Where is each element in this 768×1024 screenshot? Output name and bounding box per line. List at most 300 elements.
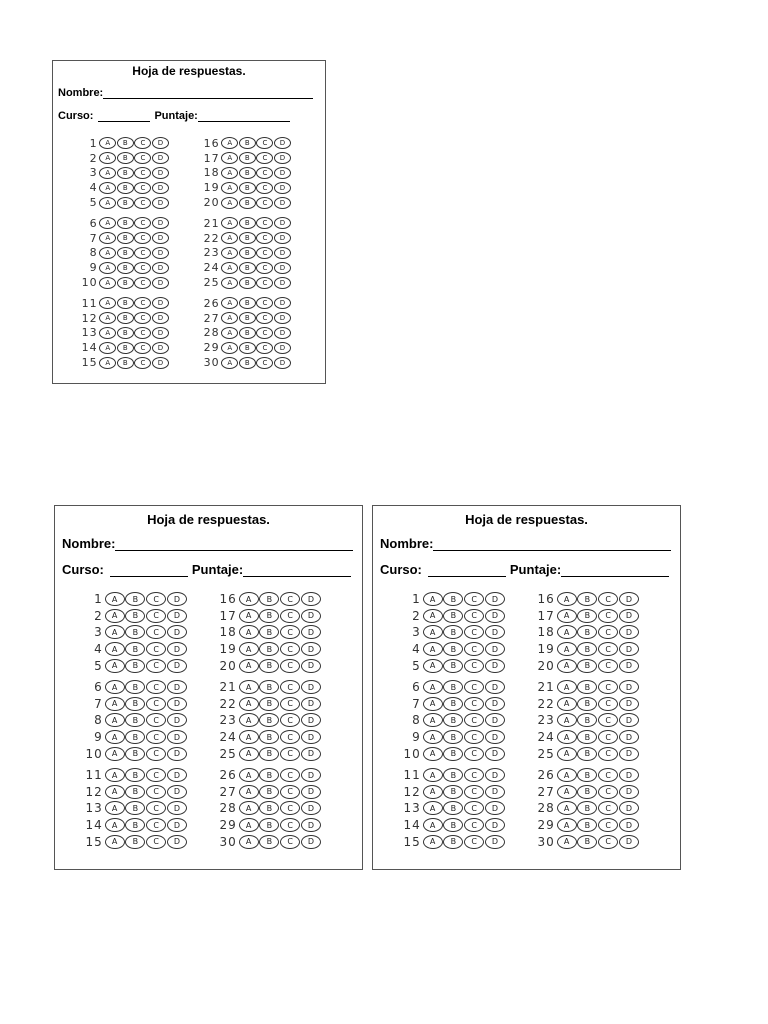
answer-bubble-c[interactable]: C [134,247,151,259]
answer-bubble-c[interactable]: C [256,357,273,369]
answer-bubble-d[interactable]: D [485,801,505,815]
answer-bubble-d[interactable]: D [274,357,291,369]
answer-bubble-b[interactable]: B [259,730,279,744]
answer-bubble-a[interactable]: A [105,818,125,832]
answer-bubble-a[interactable]: A [99,197,116,209]
answer-bubble-c[interactable]: C [280,609,300,623]
answer-bubble-b[interactable]: B [443,642,463,656]
answer-bubble-a[interactable]: A [239,609,259,623]
answer-bubble-d[interactable]: D [274,137,291,149]
answer-bubble-d[interactable]: D [485,747,505,761]
answer-bubble-c[interactable]: C [256,167,273,179]
answer-bubble-a[interactable]: A [99,152,116,164]
answer-bubble-b[interactable]: B [259,680,279,694]
answer-bubble-a[interactable]: A [105,713,125,727]
answer-bubble-b[interactable]: B [443,592,463,606]
answer-bubble-c[interactable]: C [464,747,484,761]
answer-bubble-c[interactable]: C [598,609,618,623]
answer-bubble-d[interactable]: D [152,137,169,149]
answer-bubble-b[interactable]: B [239,247,256,259]
answer-bubble-d[interactable]: D [619,697,639,711]
answer-bubble-d[interactable]: D [485,697,505,711]
answer-bubble-c[interactable]: C [464,713,484,727]
answer-bubble-b[interactable]: B [239,232,256,244]
answer-bubble-a[interactable]: A [423,609,443,623]
answer-bubble-c[interactable]: C [146,818,166,832]
answer-bubble-d[interactable]: D [619,680,639,694]
answer-bubble-b[interactable]: B [259,818,279,832]
answer-bubble-c[interactable]: C [146,747,166,761]
answer-bubble-c[interactable]: C [256,312,273,324]
answer-bubble-d[interactable]: D [167,730,187,744]
answer-bubble-c[interactable]: C [464,785,484,799]
answer-bubble-b[interactable]: B [577,659,597,673]
answer-bubble-b[interactable]: B [443,697,463,711]
answer-bubble-a[interactable]: A [557,801,577,815]
answer-bubble-a[interactable]: A [105,625,125,639]
answer-bubble-c[interactable]: C [134,152,151,164]
answer-bubble-c[interactable]: C [280,818,300,832]
answer-bubble-b[interactable]: B [259,697,279,711]
answer-bubble-a[interactable]: A [221,152,238,164]
answer-bubble-a[interactable]: A [239,801,259,815]
answer-bubble-b[interactable]: B [117,182,134,194]
answer-bubble-a[interactable]: A [423,768,443,782]
answer-bubble-c[interactable]: C [464,625,484,639]
answer-bubble-a[interactable]: A [221,197,238,209]
answer-bubble-d[interactable]: D [152,217,169,229]
answer-bubble-b[interactable]: B [443,713,463,727]
answer-bubble-b[interactable]: B [239,137,256,149]
answer-bubble-b[interactable]: B [577,697,597,711]
answer-bubble-c[interactable]: C [134,297,151,309]
answer-bubble-c[interactable]: C [598,768,618,782]
answer-bubble-b[interactable]: B [117,247,134,259]
answer-bubble-d[interactable]: D [167,625,187,639]
answer-bubble-b[interactable]: B [577,801,597,815]
score-field-line[interactable] [198,121,290,122]
answer-bubble-b[interactable]: B [125,818,145,832]
answer-bubble-d[interactable]: D [274,312,291,324]
answer-bubble-c[interactable]: C [280,747,300,761]
answer-bubble-b[interactable]: B [239,197,256,209]
answer-bubble-d[interactable]: D [485,609,505,623]
answer-bubble-d[interactable]: D [619,659,639,673]
answer-bubble-d[interactable]: D [485,730,505,744]
answer-bubble-b[interactable]: B [259,785,279,799]
answer-bubble-c[interactable]: C [146,730,166,744]
name-field-line[interactable] [103,98,313,99]
answer-bubble-c[interactable]: C [146,768,166,782]
answer-bubble-a[interactable]: A [105,680,125,694]
answer-bubble-c[interactable]: C [280,730,300,744]
answer-bubble-c[interactable]: C [256,247,273,259]
answer-bubble-d[interactable]: D [485,785,505,799]
answer-bubble-d[interactable]: D [301,747,321,761]
answer-bubble-a[interactable]: A [557,730,577,744]
answer-bubble-a[interactable]: A [423,659,443,673]
answer-bubble-b[interactable]: B [577,730,597,744]
answer-bubble-b[interactable]: B [259,768,279,782]
answer-bubble-a[interactable]: A [105,659,125,673]
answer-bubble-d[interactable]: D [274,277,291,289]
answer-bubble-b[interactable]: B [577,609,597,623]
course-field-line[interactable] [98,121,150,122]
answer-bubble-b[interactable]: B [259,801,279,815]
course-field-line[interactable] [110,576,188,577]
answer-bubble-a[interactable]: A [99,297,116,309]
answer-bubble-b[interactable]: B [117,277,134,289]
answer-bubble-a[interactable]: A [239,768,259,782]
answer-bubble-c[interactable]: C [598,642,618,656]
answer-bubble-b[interactable]: B [125,835,145,849]
answer-bubble-c[interactable]: C [134,182,151,194]
answer-bubble-d[interactable]: D [274,182,291,194]
answer-bubble-d[interactable]: D [167,747,187,761]
answer-bubble-b[interactable]: B [125,713,145,727]
answer-bubble-b[interactable]: B [117,152,134,164]
answer-bubble-d[interactable]: D [485,835,505,849]
answer-bubble-c[interactable]: C [598,659,618,673]
answer-bubble-d[interactable]: D [485,592,505,606]
answer-bubble-b[interactable]: B [125,730,145,744]
answer-bubble-b[interactable]: B [577,713,597,727]
answer-bubble-c[interactable]: C [146,642,166,656]
answer-bubble-c[interactable]: C [146,659,166,673]
answer-bubble-a[interactable]: A [239,659,259,673]
answer-bubble-b[interactable]: B [239,262,256,274]
answer-bubble-d[interactable]: D [152,342,169,354]
answer-bubble-a[interactable]: A [105,609,125,623]
answer-bubble-a[interactable]: A [557,625,577,639]
answer-bubble-c[interactable]: C [464,659,484,673]
answer-bubble-a[interactable]: A [239,747,259,761]
answer-bubble-c[interactable]: C [256,327,273,339]
answer-bubble-d[interactable]: D [619,768,639,782]
answer-bubble-c[interactable]: C [256,217,273,229]
answer-bubble-b[interactable]: B [117,357,134,369]
answer-bubble-c[interactable]: C [146,785,166,799]
answer-bubble-c[interactable]: C [464,642,484,656]
answer-bubble-a[interactable]: A [239,680,259,694]
answer-bubble-c[interactable]: C [598,680,618,694]
answer-bubble-b[interactable]: B [577,835,597,849]
answer-bubble-c[interactable]: C [598,730,618,744]
answer-bubble-d[interactable]: D [152,182,169,194]
answer-bubble-d[interactable]: D [274,152,291,164]
answer-bubble-a[interactable]: A [221,312,238,324]
answer-bubble-a[interactable]: A [423,730,443,744]
answer-bubble-b[interactable]: B [577,818,597,832]
answer-bubble-c[interactable]: C [280,592,300,606]
answer-bubble-c[interactable]: C [598,697,618,711]
answer-bubble-a[interactable]: A [99,232,116,244]
answer-bubble-c[interactable]: C [256,262,273,274]
answer-bubble-a[interactable]: A [99,312,116,324]
answer-bubble-a[interactable]: A [557,659,577,673]
answer-bubble-a[interactable]: A [221,167,238,179]
answer-bubble-c[interactable]: C [134,137,151,149]
answer-bubble-d[interactable]: D [274,262,291,274]
answer-bubble-d[interactable]: D [301,592,321,606]
answer-bubble-a[interactable]: A [99,217,116,229]
answer-bubble-b[interactable]: B [125,680,145,694]
answer-bubble-a[interactable]: A [221,232,238,244]
answer-bubble-c[interactable]: C [256,182,273,194]
answer-bubble-a[interactable]: A [99,182,116,194]
answer-bubble-b[interactable]: B [443,801,463,815]
answer-bubble-c[interactable]: C [598,835,618,849]
answer-bubble-c[interactable]: C [598,801,618,815]
answer-bubble-a[interactable]: A [239,713,259,727]
answer-bubble-b[interactable]: B [577,680,597,694]
answer-bubble-d[interactable]: D [619,801,639,815]
answer-bubble-a[interactable]: A [423,801,443,815]
answer-bubble-a[interactable]: A [239,818,259,832]
answer-bubble-d[interactable]: D [485,680,505,694]
answer-bubble-a[interactable]: A [221,137,238,149]
answer-bubble-d[interactable]: D [274,327,291,339]
answer-bubble-d[interactable]: D [167,697,187,711]
answer-bubble-c[interactable]: C [134,232,151,244]
answer-bubble-d[interactable]: D [619,713,639,727]
answer-bubble-d[interactable]: D [619,785,639,799]
answer-bubble-b[interactable]: B [117,167,134,179]
answer-bubble-d[interactable]: D [152,297,169,309]
answer-bubble-a[interactable]: A [423,680,443,694]
answer-bubble-b[interactable]: B [239,342,256,354]
answer-bubble-a[interactable]: A [239,625,259,639]
answer-bubble-c[interactable]: C [256,342,273,354]
answer-bubble-a[interactable]: A [99,327,116,339]
answer-bubble-a[interactable]: A [105,592,125,606]
answer-bubble-d[interactable]: D [619,747,639,761]
answer-bubble-a[interactable]: A [221,262,238,274]
answer-bubble-a[interactable]: A [557,697,577,711]
name-field-line[interactable] [115,550,353,551]
answer-bubble-c[interactable]: C [134,327,151,339]
answer-bubble-d[interactable]: D [301,785,321,799]
answer-bubble-d[interactable]: D [485,659,505,673]
answer-bubble-a[interactable]: A [99,247,116,259]
answer-bubble-b[interactable]: B [443,680,463,694]
answer-bubble-d[interactable]: D [152,197,169,209]
answer-bubble-a[interactable]: A [423,785,443,799]
answer-bubble-c[interactable]: C [280,801,300,815]
answer-bubble-a[interactable]: A [557,713,577,727]
answer-bubble-d[interactable]: D [152,247,169,259]
answer-bubble-b[interactable]: B [125,659,145,673]
answer-bubble-b[interactable]: B [117,232,134,244]
answer-bubble-c[interactable]: C [598,747,618,761]
answer-bubble-d[interactable]: D [167,609,187,623]
answer-bubble-b[interactable]: B [117,197,134,209]
answer-bubble-a[interactable]: A [221,277,238,289]
answer-bubble-d[interactable]: D [167,592,187,606]
answer-bubble-d[interactable]: D [301,818,321,832]
answer-bubble-a[interactable]: A [423,713,443,727]
answer-bubble-a[interactable]: A [105,730,125,744]
answer-bubble-a[interactable]: A [221,247,238,259]
answer-bubble-a[interactable]: A [221,182,238,194]
answer-bubble-c[interactable]: C [598,818,618,832]
answer-bubble-a[interactable]: A [105,785,125,799]
answer-bubble-a[interactable]: A [239,697,259,711]
answer-bubble-d[interactable]: D [485,625,505,639]
answer-bubble-d[interactable]: D [619,818,639,832]
answer-bubble-a[interactable]: A [99,277,116,289]
answer-bubble-c[interactable]: C [256,152,273,164]
answer-bubble-c[interactable]: C [280,625,300,639]
answer-bubble-d[interactable]: D [485,818,505,832]
answer-bubble-c[interactable]: C [146,713,166,727]
answer-bubble-c[interactable]: C [464,592,484,606]
answer-bubble-c[interactable]: C [134,262,151,274]
answer-bubble-a[interactable]: A [423,592,443,606]
answer-bubble-a[interactable]: A [105,747,125,761]
answer-bubble-d[interactable]: D [167,835,187,849]
answer-bubble-a[interactable]: A [557,680,577,694]
answer-bubble-d[interactable]: D [274,232,291,244]
answer-bubble-b[interactable]: B [259,625,279,639]
answer-bubble-c[interactable]: C [146,801,166,815]
answer-bubble-c[interactable]: C [280,768,300,782]
answer-bubble-d[interactable]: D [152,262,169,274]
answer-bubble-c[interactable]: C [146,697,166,711]
answer-bubble-d[interactable]: D [301,801,321,815]
answer-bubble-b[interactable]: B [443,625,463,639]
answer-bubble-d[interactable]: D [167,768,187,782]
answer-bubble-d[interactable]: D [619,592,639,606]
answer-bubble-c[interactable]: C [280,642,300,656]
answer-bubble-b[interactable]: B [443,818,463,832]
answer-bubble-a[interactable]: A [239,835,259,849]
answer-bubble-b[interactable]: B [125,785,145,799]
answer-bubble-c[interactable]: C [256,232,273,244]
score-field-line[interactable] [243,576,351,577]
answer-bubble-a[interactable]: A [105,801,125,815]
answer-bubble-c[interactable]: C [256,197,273,209]
answer-bubble-a[interactable]: A [239,730,259,744]
answer-bubble-b[interactable]: B [117,137,134,149]
answer-bubble-d[interactable]: D [152,277,169,289]
answer-bubble-b[interactable]: B [259,747,279,761]
answer-bubble-b[interactable]: B [577,768,597,782]
answer-bubble-b[interactable]: B [117,342,134,354]
answer-bubble-a[interactable]: A [221,357,238,369]
answer-bubble-a[interactable]: A [239,592,259,606]
answer-bubble-d[interactable]: D [167,659,187,673]
answer-bubble-d[interactable]: D [152,327,169,339]
answer-bubble-b[interactable]: B [577,785,597,799]
answer-bubble-d[interactable]: D [167,818,187,832]
answer-bubble-c[interactable]: C [464,818,484,832]
answer-bubble-c[interactable]: C [280,835,300,849]
answer-bubble-b[interactable]: B [125,768,145,782]
answer-bubble-b[interactable]: B [577,747,597,761]
answer-bubble-d[interactable]: D [301,768,321,782]
answer-bubble-d[interactable]: D [301,659,321,673]
answer-bubble-d[interactable]: D [301,697,321,711]
answer-bubble-a[interactable]: A [99,342,116,354]
answer-bubble-c[interactable]: C [256,137,273,149]
answer-bubble-d[interactable]: D [152,357,169,369]
answer-bubble-b[interactable]: B [259,642,279,656]
answer-bubble-c[interactable]: C [280,680,300,694]
answer-bubble-d[interactable]: D [301,680,321,694]
answer-bubble-a[interactable]: A [99,357,116,369]
answer-bubble-a[interactable]: A [557,785,577,799]
answer-bubble-a[interactable]: A [557,642,577,656]
answer-bubble-a[interactable]: A [99,262,116,274]
answer-bubble-c[interactable]: C [256,297,273,309]
answer-bubble-c[interactable]: C [146,592,166,606]
answer-bubble-b[interactable]: B [117,327,134,339]
answer-bubble-d[interactable]: D [301,642,321,656]
answer-bubble-d[interactable]: D [619,642,639,656]
answer-bubble-c[interactable]: C [134,167,151,179]
answer-bubble-b[interactable]: B [239,182,256,194]
answer-bubble-c[interactable]: C [256,277,273,289]
answer-bubble-d[interactable]: D [485,768,505,782]
answer-bubble-b[interactable]: B [117,297,134,309]
answer-bubble-b[interactable]: B [125,609,145,623]
answer-bubble-c[interactable]: C [464,801,484,815]
answer-bubble-a[interactable]: A [557,609,577,623]
answer-bubble-d[interactable]: D [274,167,291,179]
answer-bubble-b[interactable]: B [443,659,463,673]
answer-bubble-d[interactable]: D [167,713,187,727]
answer-bubble-a[interactable]: A [105,768,125,782]
answer-bubble-c[interactable]: C [464,609,484,623]
course-field-line[interactable] [428,576,506,577]
answer-bubble-b[interactable]: B [239,277,256,289]
answer-bubble-b[interactable]: B [239,312,256,324]
answer-bubble-a[interactable]: A [557,818,577,832]
answer-bubble-c[interactable]: C [134,217,151,229]
answer-bubble-c[interactable]: C [280,697,300,711]
answer-bubble-d[interactable]: D [301,625,321,639]
answer-bubble-c[interactable]: C [598,713,618,727]
answer-bubble-d[interactable]: D [619,625,639,639]
answer-bubble-d[interactable]: D [167,801,187,815]
answer-bubble-b[interactable]: B [125,697,145,711]
answer-bubble-d[interactable]: D [619,609,639,623]
answer-bubble-c[interactable]: C [146,609,166,623]
answer-bubble-c[interactable]: C [280,659,300,673]
answer-bubble-a[interactable]: A [557,747,577,761]
answer-bubble-a[interactable]: A [221,297,238,309]
answer-bubble-b[interactable]: B [259,713,279,727]
answer-bubble-a[interactable]: A [99,167,116,179]
answer-bubble-b[interactable]: B [443,747,463,761]
answer-bubble-b[interactable]: B [577,625,597,639]
name-field-line[interactable] [433,550,671,551]
answer-bubble-c[interactable]: C [134,342,151,354]
answer-bubble-b[interactable]: B [117,217,134,229]
answer-bubble-b[interactable]: B [239,297,256,309]
answer-bubble-b[interactable]: B [443,730,463,744]
answer-bubble-b[interactable]: B [125,801,145,815]
answer-bubble-d[interactable]: D [274,342,291,354]
answer-bubble-b[interactable]: B [125,747,145,761]
answer-bubble-b[interactable]: B [259,592,279,606]
answer-bubble-a[interactable]: A [423,835,443,849]
answer-bubble-c[interactable]: C [464,730,484,744]
answer-bubble-c[interactable]: C [146,680,166,694]
answer-bubble-a[interactable]: A [221,342,238,354]
answer-bubble-d[interactable]: D [274,217,291,229]
